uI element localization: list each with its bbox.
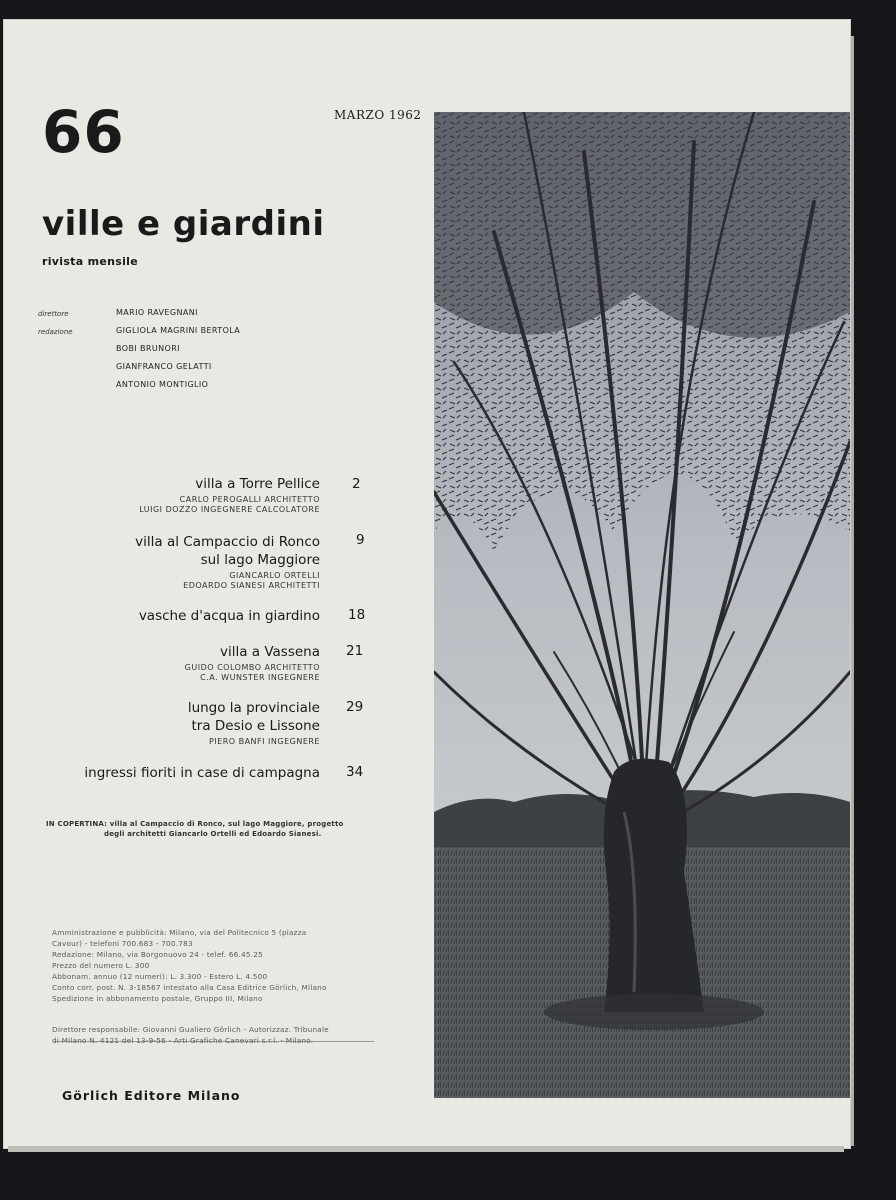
- toc-entry-credit: C.A. WUNSTER INGEGNERE: [200, 673, 320, 682]
- toc-entry-title: tra Desio e Lissone: [191, 718, 320, 734]
- toc-entry-title: lungo la provinciale: [187, 700, 320, 716]
- staff-role: redazione: [38, 328, 73, 336]
- imprint-line: Conto corr. post. N. 3-18567 intestato alla Casa Editrice Görlich, Milano: [52, 983, 327, 992]
- staff-name: BOBI BRUNORI: [116, 344, 180, 353]
- toc-entry-title: ingressi fioriti in case di campagna: [84, 765, 320, 781]
- toc-entry-credit: GUIDO COLOMBO ARCHITETTO: [184, 663, 320, 672]
- page-bottom-edge: [8, 1146, 844, 1152]
- imprint-line: Amministrazione e pubblicità: Milano, via del Politecnico 5 (piazza: [52, 928, 307, 937]
- magazine-page: [4, 20, 850, 1148]
- imprint-legal-line: di Milano N. 4121 del 13-9-56 - Arti Grafiche Canevari s.r.l. - Milano.: [52, 1036, 314, 1045]
- staff-name: ANTONIO MONTIGLIO: [116, 380, 209, 389]
- magazine-subtitle: rivista mensile: [42, 255, 138, 268]
- imprint-line: Spedizione in abbonamento postale, Gruppo III, Milano: [52, 994, 263, 1003]
- staff-name: MARIO RAVEGNANI: [116, 308, 198, 317]
- toc-entry-title: villa a Torre Pellice: [195, 476, 320, 492]
- toc-entry-credit: PIERO BANFI INGEGNERE: [208, 737, 320, 746]
- cover-photograph: [434, 112, 850, 1098]
- magazine-title: ville e giardini: [42, 204, 325, 244]
- publisher-name: Görlich Editore Milano: [62, 1088, 241, 1103]
- imprint-legal-line: Direttore responsabile: Giovanni Gualiero Görlich - Autorizzaz. Tribunale: [52, 1025, 329, 1034]
- staff-role: direttore: [38, 310, 69, 318]
- issue-date: MARZO 1962: [334, 108, 422, 122]
- imprint-line: Cavour) - telefoni 700.683 - 700.783: [52, 939, 193, 948]
- toc-entry-credit: CARLO PEROGALLI ARCHITETTO: [179, 495, 320, 504]
- toc-entry-page: 18: [348, 607, 366, 623]
- toc-entry-credit: LUIGI DOZZO INGEGNERE CALCOLATORE: [139, 505, 320, 514]
- staff-name: GIANFRANCO GELATTI: [116, 362, 212, 371]
- staff-name: GIGLIOLA MAGRINI BERTOLA: [116, 326, 241, 335]
- toc-entry-page: 9: [356, 532, 365, 548]
- willow-tree-photo: [434, 112, 850, 1098]
- toc-entry-page: 21: [346, 643, 364, 659]
- cover-note: degli architetti Giancarlo Ortelli ed Edoardo Sianesi.: [104, 830, 322, 838]
- toc-entry-credit: EDOARDO SIANESI ARCHITETTI: [183, 581, 320, 590]
- toc-entry-title: villa a Vassena: [219, 644, 320, 660]
- toc-entry-page: 34: [346, 764, 364, 780]
- issue-number: 66: [42, 98, 125, 166]
- toc-entry-credit: GIANCARLO ORTELLI: [229, 571, 320, 580]
- imprint-line: Abbonam. annuo (12 numeri): L. 3.300 - Estero L. 4.500: [52, 972, 268, 981]
- toc-entry-page: 2: [352, 476, 361, 492]
- cover-note: IN COPERTINA: villa al Campaccio di Ronco, sul lago Maggiore, progetto: [46, 820, 344, 828]
- toc-entry-title: vasche d'acqua in giardino: [138, 608, 320, 624]
- imprint-line: Redazione: Milano, via Borgonuovo 24 - telef. 66.45.25: [52, 950, 263, 959]
- toc-entry-title: villa al Campaccio di Ronco: [135, 534, 320, 550]
- toc-entry-page: 29: [346, 699, 364, 715]
- imprint-line: Prezzo del numero L. 300: [52, 961, 150, 970]
- toc-entry-title: sul lago Maggiore: [200, 552, 320, 568]
